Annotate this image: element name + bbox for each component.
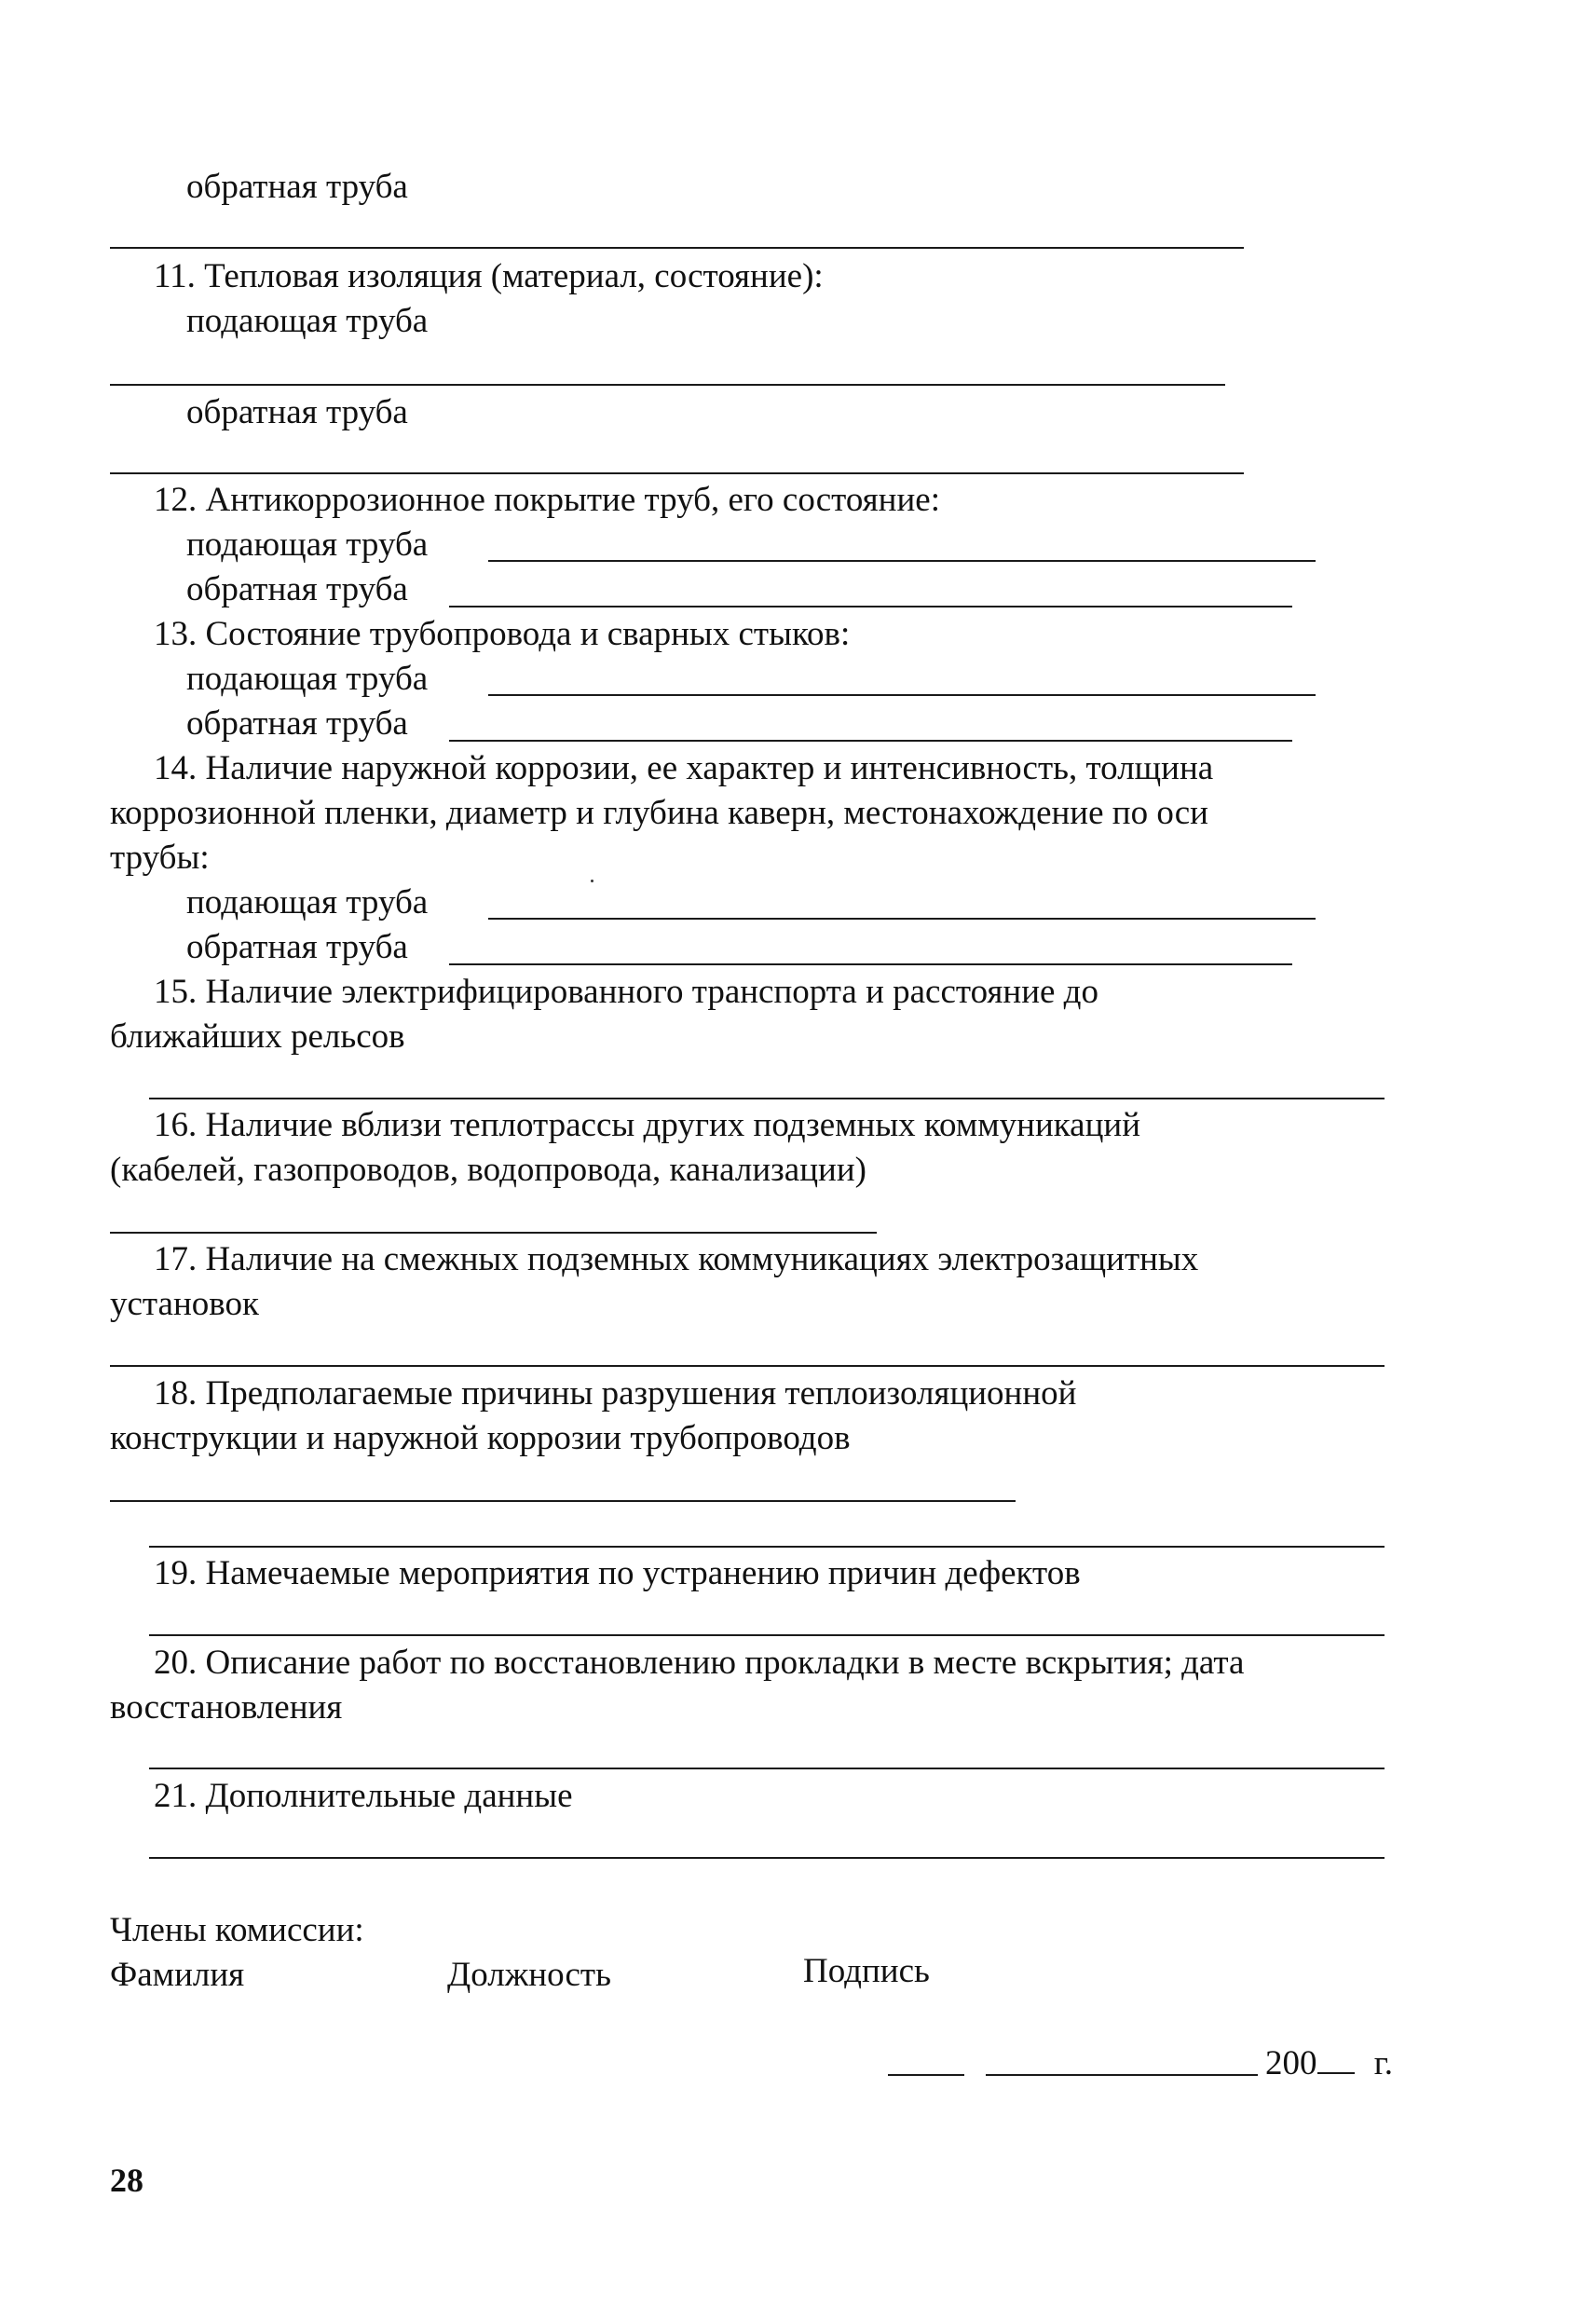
date-year-suffix: г. [1373, 2044, 1394, 2082]
item-15-blank[interactable] [149, 1098, 1385, 1099]
item-14-supply-blank[interactable] [488, 918, 1316, 920]
stray-dot [591, 880, 593, 882]
item-15-heading: 15. Наличие электрифицированного транспорта и расстояние до [154, 973, 1098, 1011]
item-15-line-2: ближайших рельсов [110, 1017, 405, 1056]
date-day-blank[interactable] [888, 2074, 964, 2076]
item-17-line-2: установок [110, 1285, 259, 1323]
item-17-blank[interactable] [110, 1365, 1385, 1367]
item-12-heading: 12. Антикоррозионное покрытие труб, его состояние: [154, 481, 940, 519]
item-11-return-label: обратная труба [186, 393, 408, 431]
item-14-return-blank[interactable] [449, 963, 1292, 965]
date-year-blank[interactable] [1317, 2044, 1355, 2074]
date-year-prefix: 200 [1265, 2044, 1317, 2082]
item-13-supply-blank[interactable] [488, 694, 1316, 696]
commission-title: Члены комиссии: [110, 1911, 364, 1949]
item-19-blank[interactable] [149, 1634, 1385, 1636]
item-12-return-blank[interactable] [449, 606, 1292, 607]
item-16-blank[interactable] [110, 1232, 877, 1234]
item-14-line-2: коррозионной пленки, диаметр и глубина каверн, местонахождение по оси [110, 794, 1208, 832]
item-20-line-2: восстановления [110, 1688, 343, 1727]
date-year [1265, 2044, 1393, 2081]
item-13-return-blank[interactable] [449, 740, 1292, 742]
item-13-heading: 13. Состояние трубопровода и сварных стыков: [154, 615, 851, 653]
item-11-return-blank[interactable] [110, 472, 1244, 474]
item-14-return-label: обратная труба [186, 928, 408, 966]
item-12-supply-blank[interactable] [488, 560, 1316, 562]
item-12-return-label: обратная труба [186, 570, 408, 608]
commission-col-position: Должность [447, 1956, 611, 1994]
item-16-line-2: (кабелей, газопроводов, водопровода, канализации) [110, 1151, 866, 1189]
item-13-return-label: обратная труба [186, 704, 408, 743]
item-21-blank[interactable] [149, 1857, 1385, 1859]
item-14-line-3: трубы: [110, 839, 210, 877]
item-11-supply-label: подающая труба [186, 302, 429, 340]
commission-col-signature: Подпись [803, 1952, 930, 1990]
item-21-heading: 21. Дополнительные данные [154, 1777, 573, 1815]
item-14-supply-label: подающая труба [186, 883, 429, 921]
item-18-blank-1[interactable] [110, 1500, 1016, 1502]
item-19-heading: 19. Намечаемые мероприятия по устранению причин дефектов [154, 1554, 1081, 1592]
item-17-heading: 17. Наличие на смежных подземных коммуникациях электрозащитных [154, 1240, 1199, 1278]
item-18-line-2: конструкции и наружной коррозии трубопроводов [110, 1419, 851, 1457]
item-12-supply-label: подающая труба [186, 526, 429, 564]
date-month-blank[interactable] [986, 2074, 1258, 2076]
blank-return-pipe-10[interactable] [110, 247, 1244, 249]
item-13-supply-label: подающая труба [186, 660, 429, 698]
item-16-heading: 16. Наличие вблизи теплотрассы других подземных коммуникаций [154, 1106, 1140, 1144]
line-return-pipe-10: обратная труба [186, 168, 408, 206]
item-11-supply-blank[interactable] [110, 384, 1225, 386]
item-20-blank[interactable] [149, 1768, 1385, 1769]
item-14-heading: 14. Наличие наружной коррозии, ее характер и интенсивность, толщина [154, 749, 1214, 787]
page-number: 28 [110, 2162, 143, 2199]
item-18-blank-2[interactable] [149, 1546, 1385, 1548]
item-11-heading: 11. Тепловая изоляция (материал, состояние): [154, 257, 824, 295]
commission-col-surname: Фамилия [110, 1956, 245, 1994]
item-20-heading: 20. Описание работ по восстановлению прокладки в месте вскрытия; дата [154, 1644, 1245, 1682]
item-18-heading: 18. Предполагаемые причины разрушения теплоизоляционной [154, 1374, 1077, 1413]
